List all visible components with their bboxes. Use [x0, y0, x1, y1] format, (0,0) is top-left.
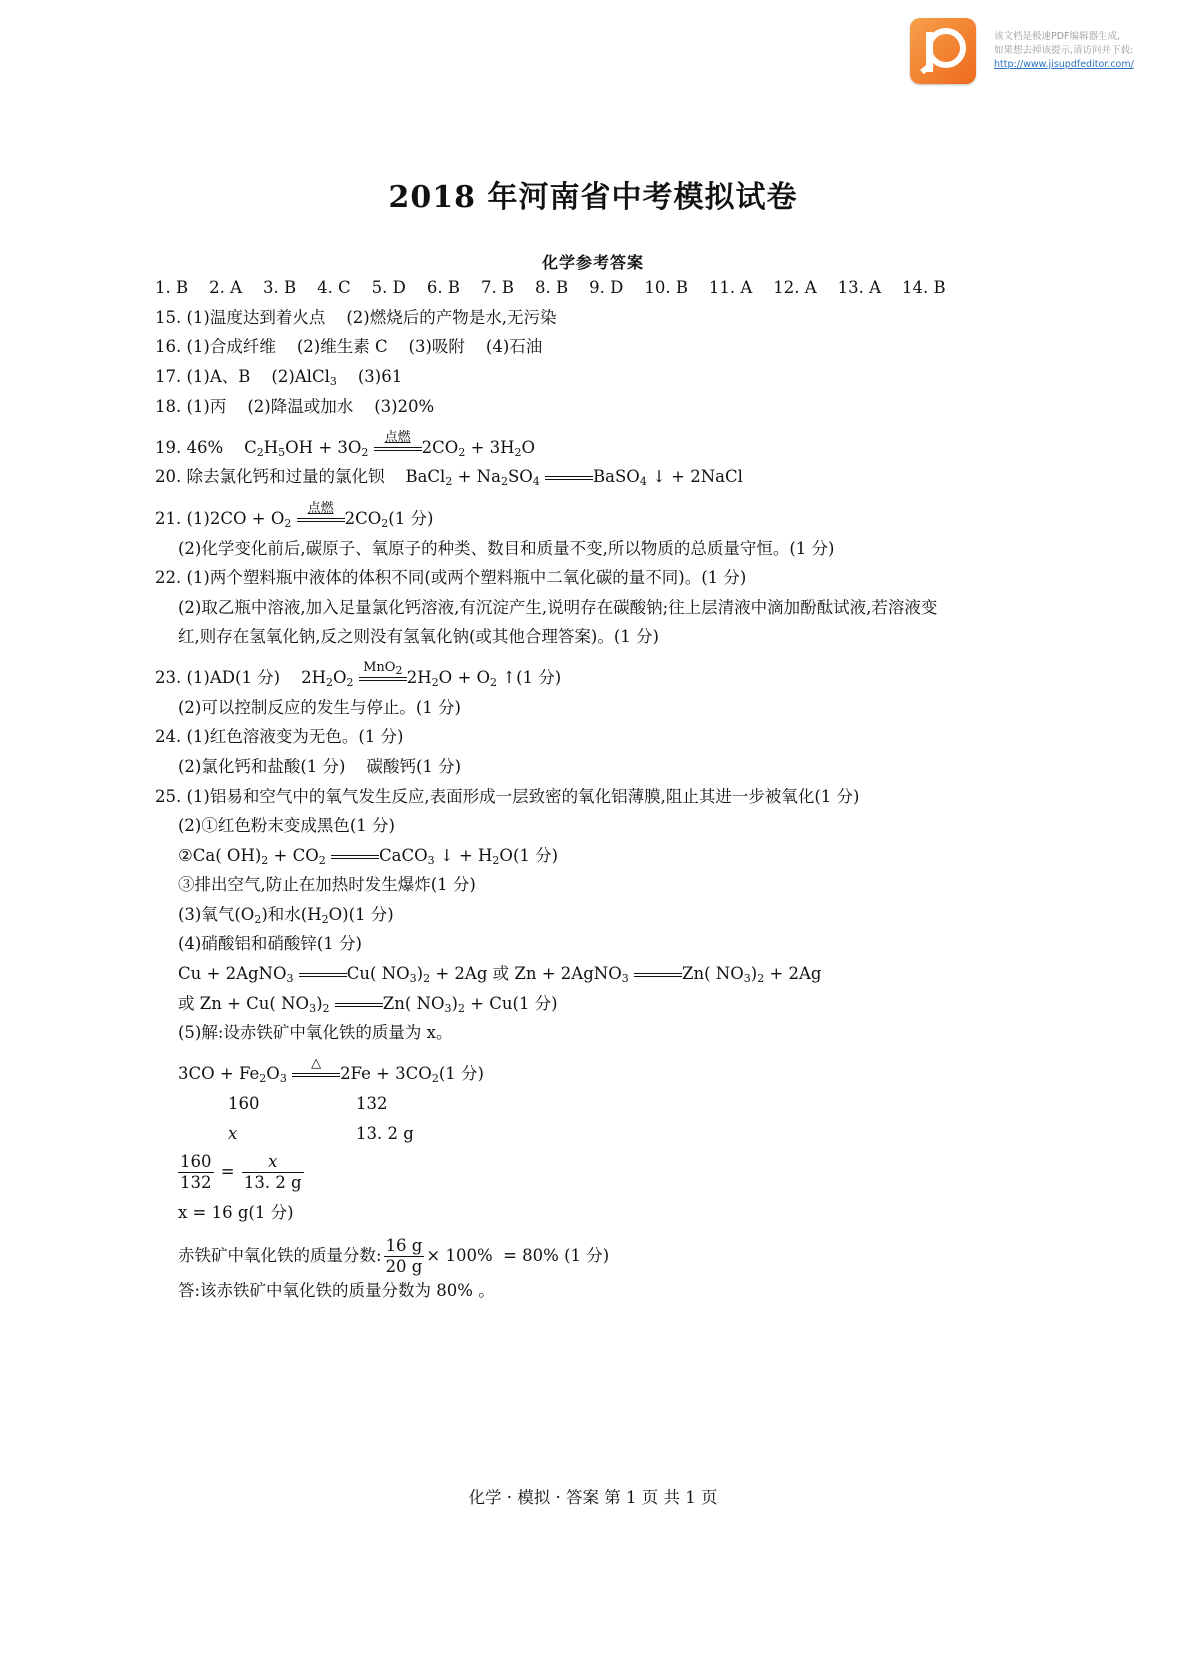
watermark-notice [994, 30, 1184, 72]
answer-22-2b: 红,则存在氢氧化钠,反之则没有氢氧化钠(或其他合理答案)。(1 分) [178, 627, 659, 646]
answer-23-2: (2)可以控制反应的发生与停止。(1 分) [178, 698, 461, 717]
answer-25-2: (2)①红色粉末变成黑色(1 分) [178, 816, 395, 835]
calc-co2-actual: 13. 2 g [356, 1124, 414, 1143]
watermark-link[interactable]: http://www.jisupdfeditor.com/ [994, 59, 1134, 70]
answer-22-2a: (2)取乙瓶中溶液,加入足量氯化钙溶液,有沉淀产生,说明存在碳酸钠;往上层清液中滴加酚酞试液,若溶液变 [178, 598, 938, 617]
answer-18: 18. (1)丙 (2)降温或加水 (3)20% [155, 397, 435, 416]
answer-25-5: (5)解:设赤铁矿中氧化铁的质量为 x。 [178, 1023, 453, 1042]
final-answer: 答:该赤铁矿中氧化铁的质量分数为 80% 。 [178, 1281, 495, 1300]
reaction-sign: 点燃 [374, 447, 422, 451]
answer-25-3: (3)氧气$(O_2)$和水$(H_2O)(1$ 分) [178, 905, 394, 926]
calc-x: x [228, 1124, 238, 1143]
answer-25-4-eq1: Cu + 2AgNO$_3$ Cu( $NO_3)_2 + 2Ag$ 或 Zn + 2AgNO$_3$ Zn( $NO_3)_2 + 2Ag$ [178, 964, 822, 985]
answer-21-1: 21. $(1)2CO + O_2$ 点燃 $2CO_2(1$ 分) [155, 500, 434, 530]
answer-24-1: 24. (1)红色溶液变为无色。(1 分) [155, 727, 404, 746]
pdf-editor-logo-icon [910, 18, 976, 84]
answer-25-1: 25. (1)铝易和空气中的氧气发生反应,表面形成一层致密的氧化铝薄膜,阻止其进一步被氧化(1 分) [155, 787, 860, 806]
page-subtitle: 化学参考答案 [541, 253, 644, 272]
reaction-sign: △ [292, 1073, 340, 1077]
result-x: x = 16 g(1 分) [178, 1203, 294, 1222]
reaction-sign: MnO$_2$ [359, 677, 407, 681]
watermark-line-2: 如果想去掉该提示,请访问并下载: [994, 45, 1134, 56]
answer-25-5-eq: $3CO + Fe_2O_3$ △ $2Fe + 3CO_2(1$ 分) [178, 1055, 484, 1085]
answer-17: 17. (1)A、B (2)AlCl$_3$ (3)61 [155, 367, 403, 388]
reaction-sign [335, 1003, 383, 1007]
calc-co2-mass: 132 [356, 1094, 388, 1113]
calc-fe2o3-mass: 160 [228, 1094, 260, 1113]
answer-24-2: (2)氯化钙和盐酸(1 分) 碳酸钙(1 分) [178, 757, 462, 776]
answer-20: 20. 除去氯化钙和过量的氯化钡 BaCl$_2$ + $Na_2SO_4$ BaSO$_4$ ↓ + 2NaCl [155, 467, 743, 488]
answer-25-4: (4)硝酸铝和硝酸锌(1 分) [178, 934, 362, 953]
page-footer: 化学 · 模拟 · 答案 第 1 页 共 1 页 [468, 1488, 718, 1507]
answer-25-2-3: ③排出空气,防止在加热时发生爆炸(1 分) [178, 875, 476, 894]
answer-25-4-eq2: 或 Zn + Cu( $NO_3)_2$ Zn( $NO_3)_2 + Cu(1$ 分) [178, 994, 558, 1015]
answer-16: 16. (1)合成纤维 (2)维生素 C (3)吸附 (4)石油 [155, 337, 543, 356]
answer-21-2: (2)化学变化前后,碳原子、氧原子的种类、数目和质量不变,所以物质的总质量守恒。(1 分) [178, 539, 835, 558]
answer-23-1: 23. (1)AD(1 分) $2H_2O_2$ MnO$_2$ $2H_2O + O_2$ ↑(1 分) [155, 659, 562, 689]
answer-25-2-2: ②Ca( $OH)_2 + CO_2$ CaCO$_3$ ↓ + $H_2O(1$ 分) [178, 846, 559, 867]
reaction-sign [545, 476, 593, 480]
answer-15: 15. (1)温度达到着火点 (2)燃烧后的产物是水,无污染 [155, 308, 557, 327]
reaction-sign: 点燃 [297, 518, 345, 522]
mass-fraction: 赤铁矿中氧化铁的质量分数: $\frac{16 g}{20 g}$ × 100% = 80% (1 分) [178, 1236, 610, 1276]
answer-19: 19. 46% $C_2H_5OH + 3O_2$ 点燃 $2CO_2 + 3H_2O$ [155, 429, 536, 459]
page-title: 2018 年河南省中考模拟试卷 [388, 180, 798, 215]
watermark-line-1: 该文档是极速PDF编辑器生成, [994, 31, 1121, 42]
proportion: $\frac{160}{132}$ = $\frac{x}{13. 2 g}$ [180, 1152, 302, 1192]
answer-22-1: 22. (1)两个塑料瓶中液体的体积不同(或两个塑料瓶中二氧化碳的量不同)。(1 分) [155, 568, 747, 587]
reaction-sign [634, 973, 682, 977]
mc-answers: 1. B 2. A 3. B 4. C 5. D 6. B 7. B 8. B 9. D 10. B 11. A 12. A 13. A 14. B [155, 278, 946, 297]
reaction-sign [299, 973, 347, 977]
reaction-sign [331, 855, 379, 859]
